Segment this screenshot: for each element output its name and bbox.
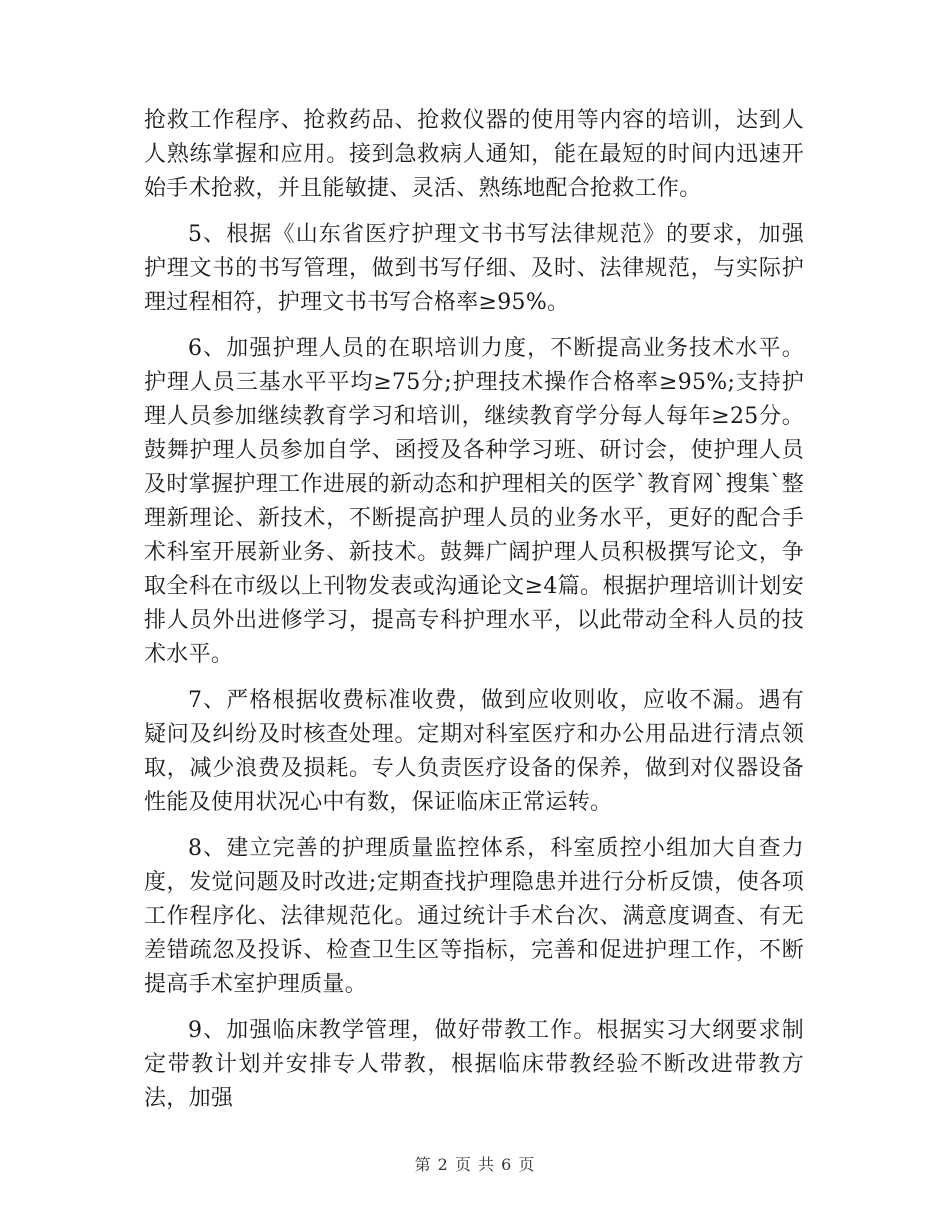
- paragraph-item-7: 7、严格根据收费标准收费，做到应收则收，应收不漏。遇有疑问及纠纷及时核查处理。定期对科室医疗和办公用品进行清点领取，减少浪费及损耗。专人负责医疗设备的保养，做到对仪器设备性能及使用状况心中有数，保证临床正常运转。: [144, 688, 804, 815]
- paragraph-continued: 抢救工作程序、抢救药品、抢救仪器的使用等内容的培训，达到人人熟练掌握和应用。接到急救病人通知，能在最短的时间内迅速开始手术抢救，并且能敏捷、灵活、熟练地配合抢救工作。: [144, 108, 804, 201]
- paragraph-item-9: 9、加强临床教学管理，做好带教工作。根据实习大纲要求制定带教计划并安排专人带教，根据临床带教经验不断改进带教方法，加强: [144, 1018, 804, 1111]
- page-number-footer: 第 2 页 共 6 页: [414, 1155, 536, 1174]
- document-body: [144, 104, 804, 1128]
- paragraph-item-8: 8、建立完善的护理质量监控体系，科室质控小组加大自查力度，发觉问题及时改进;定期查找护理隐患并进行分析反馈，使各项工作程序化、法律规范化。通过统计手术台次、满意度调查、有无差错疏忽及投诉、检查卫生区等指标，完善和促进护理工作，不断提高手术室护理质量。: [144, 836, 804, 997]
- paragraph-item-5: 5、根据《山东省医疗护理文书书写法律规范》的要求，加强护理文书的书写管理，做到书写仔细、及时、法律规范，与实际护理过程相符，护理文书书写合格率≥95%。: [144, 222, 804, 315]
- paragraph-item-6: 6、加强护理人员的在职培训力度，不断提高业务技术水平。护理人员三基水平平均≥75分;护理技术操作合格率≥95%;支持护理人员参加继续教育学习和培训，继续教育学分每人每年≥25分。鼓舞护理人员参加自学、函授及各种学习班、研讨会，使护理人员及时掌握护理工作进展的新动态和护理相关的医学`教育网`搜集`整理新理论、新技术，不断提高护理人员的业务水平，更好的配合手术科室开展新业务、新技术。鼓舞广阔护理人员积极撰写论文，争取全科在市级以上刊物发表或沟通论文≥4篇。根据护理培训计划安排人员外出进修学习，提高专科护理水平，以此带动全科人员的技术水平。: [144, 336, 804, 667]
